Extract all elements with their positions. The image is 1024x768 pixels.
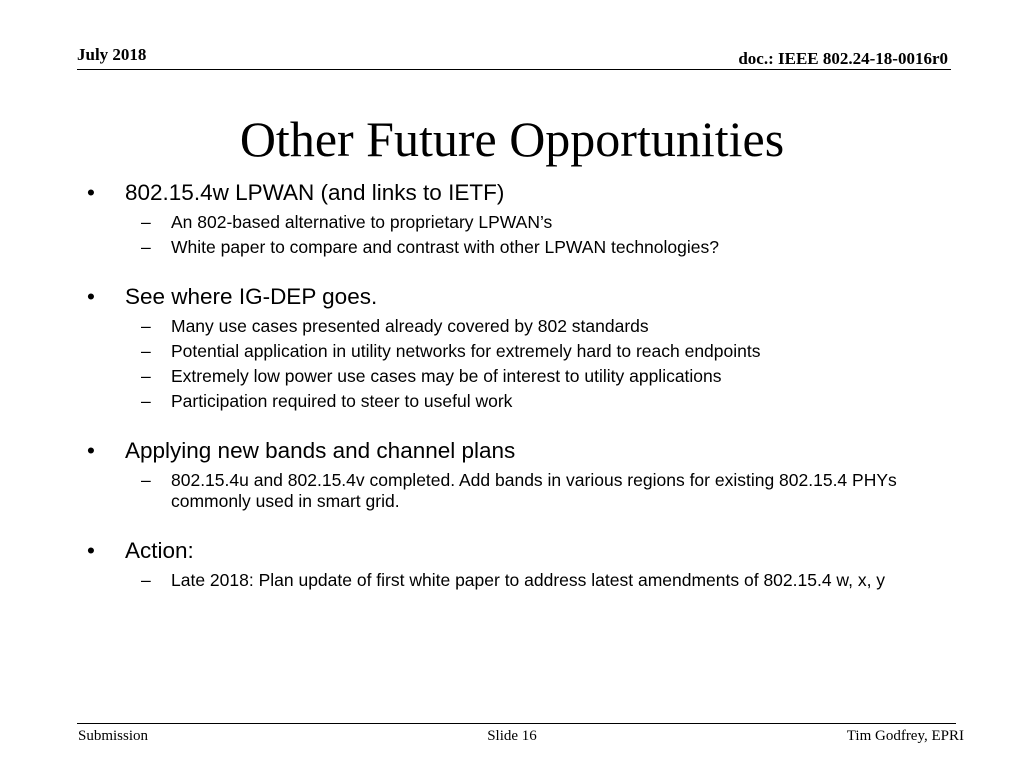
bullet-dot-icon: • [87, 438, 95, 463]
slide-content [87, 178, 947, 615]
bullet-text: Action: [125, 538, 194, 563]
bullet-section [87, 178, 947, 258]
sub-bullet-text: Potential application in utility networks for extremely hard to reach endpoints [171, 341, 761, 361]
sub-bullet-item [87, 237, 947, 258]
bullet-text: Applying new bands and channel plans [125, 438, 516, 463]
bullet-section [87, 536, 947, 591]
sub-bullet-item [87, 366, 947, 387]
header-divider [77, 69, 951, 70]
bullet-item [87, 536, 947, 566]
footer-submission: Submission [78, 728, 149, 744]
dash-icon: – [141, 212, 151, 232]
sub-bullet-text: Extremely low power use cases may be of interest to utility applications [171, 366, 722, 386]
sub-bullet-item [87, 570, 947, 591]
sub-bullet-text: Late 2018: Plan update of first white paper to address latest amendments of 802.15.4 w, x, y [171, 570, 886, 590]
sub-bullet-text: Participation required to steer to useful work [171, 391, 513, 411]
sub-bullet-item [87, 470, 947, 512]
sub-bullet-text: 802.15.4u and 802.15.4v completed. Add bands in various regions for existing 802.15.4 PHYs commonly used in smart grid. [171, 470, 897, 511]
header-doc-id: doc.: IEEE 802.24-18-0016r0 [738, 49, 948, 68]
slide-title: Other Future Opportunities [239, 111, 785, 167]
footer-slide-number: Slide 16 [487, 728, 537, 744]
bullet-section [87, 282, 947, 412]
dash-icon: – [141, 237, 151, 257]
sub-bullet-item [87, 316, 947, 337]
dash-icon: – [141, 391, 151, 411]
dash-icon: – [141, 570, 151, 590]
footer-divider [77, 723, 956, 724]
sub-bullet-item [87, 341, 947, 362]
bullet-text: 802.15.4w LPWAN (and links to IETF) [125, 180, 505, 205]
dash-icon: – [141, 470, 151, 490]
dash-icon: – [141, 366, 151, 386]
bullet-dot-icon: • [87, 284, 95, 309]
bullet-text: See where IG-DEP goes. [125, 284, 378, 309]
bullet-item [87, 282, 947, 312]
bullet-item [87, 178, 947, 208]
sub-bullet-text: White paper to compare and contrast with other LPWAN technologies? [171, 237, 719, 257]
sub-bullet-text: Many use cases presented already covered by 802 standards [171, 316, 649, 336]
bullet-dot-icon: • [87, 180, 95, 205]
footer-author: Tim Godfrey, EPRI [846, 728, 964, 744]
header-date: July 2018 [77, 45, 147, 64]
sub-bullet-text: An 802-based alternative to proprietary LPWAN’s [171, 212, 553, 232]
dash-icon: – [141, 341, 151, 361]
dash-icon: – [141, 316, 151, 336]
bullet-item [87, 436, 947, 466]
bullet-dot-icon: • [87, 538, 95, 563]
sub-bullet-item [87, 212, 947, 233]
bullet-section [87, 436, 947, 512]
sub-bullet-item [87, 391, 947, 412]
